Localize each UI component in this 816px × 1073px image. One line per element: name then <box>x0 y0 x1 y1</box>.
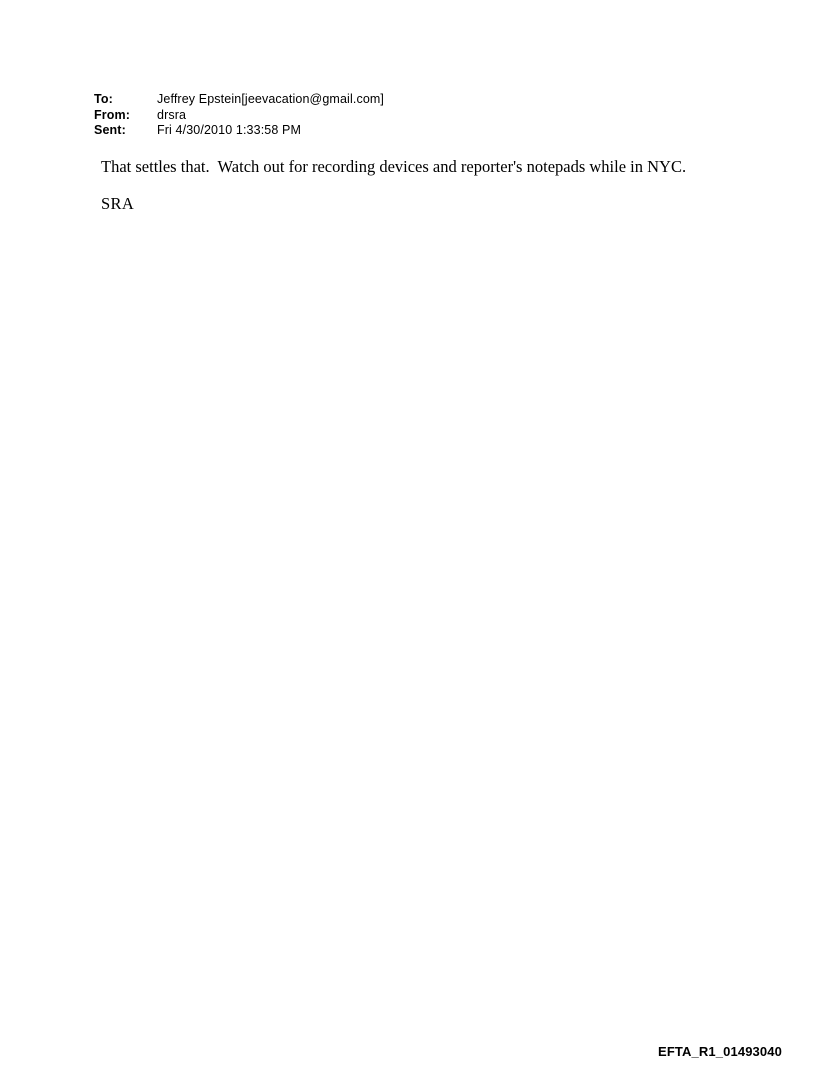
sent-value: Fri 4/30/2010 1:33:58 PM <box>157 123 302 138</box>
sent-label: Sent: <box>94 123 126 138</box>
header-row-to <box>94 92 384 108</box>
body-signature: SRA <box>101 194 135 213</box>
to-value: Jeffrey Epstein[jeevacation@gmail.com] <box>157 92 385 106</box>
email-header-block <box>94 92 384 139</box>
from-label: From: <box>94 107 131 122</box>
header-row-from <box>94 108 384 124</box>
from-value: drsra <box>157 107 187 122</box>
body-paragraph: That settles that. Watch out for recording devices and reporter's notepads while in NYC. <box>101 157 687 176</box>
email-body <box>101 156 741 215</box>
header-row-sent <box>94 123 384 139</box>
to-label: To: <box>94 92 113 106</box>
bates-number: EFTA_R1_01493040 <box>658 1044 782 1059</box>
